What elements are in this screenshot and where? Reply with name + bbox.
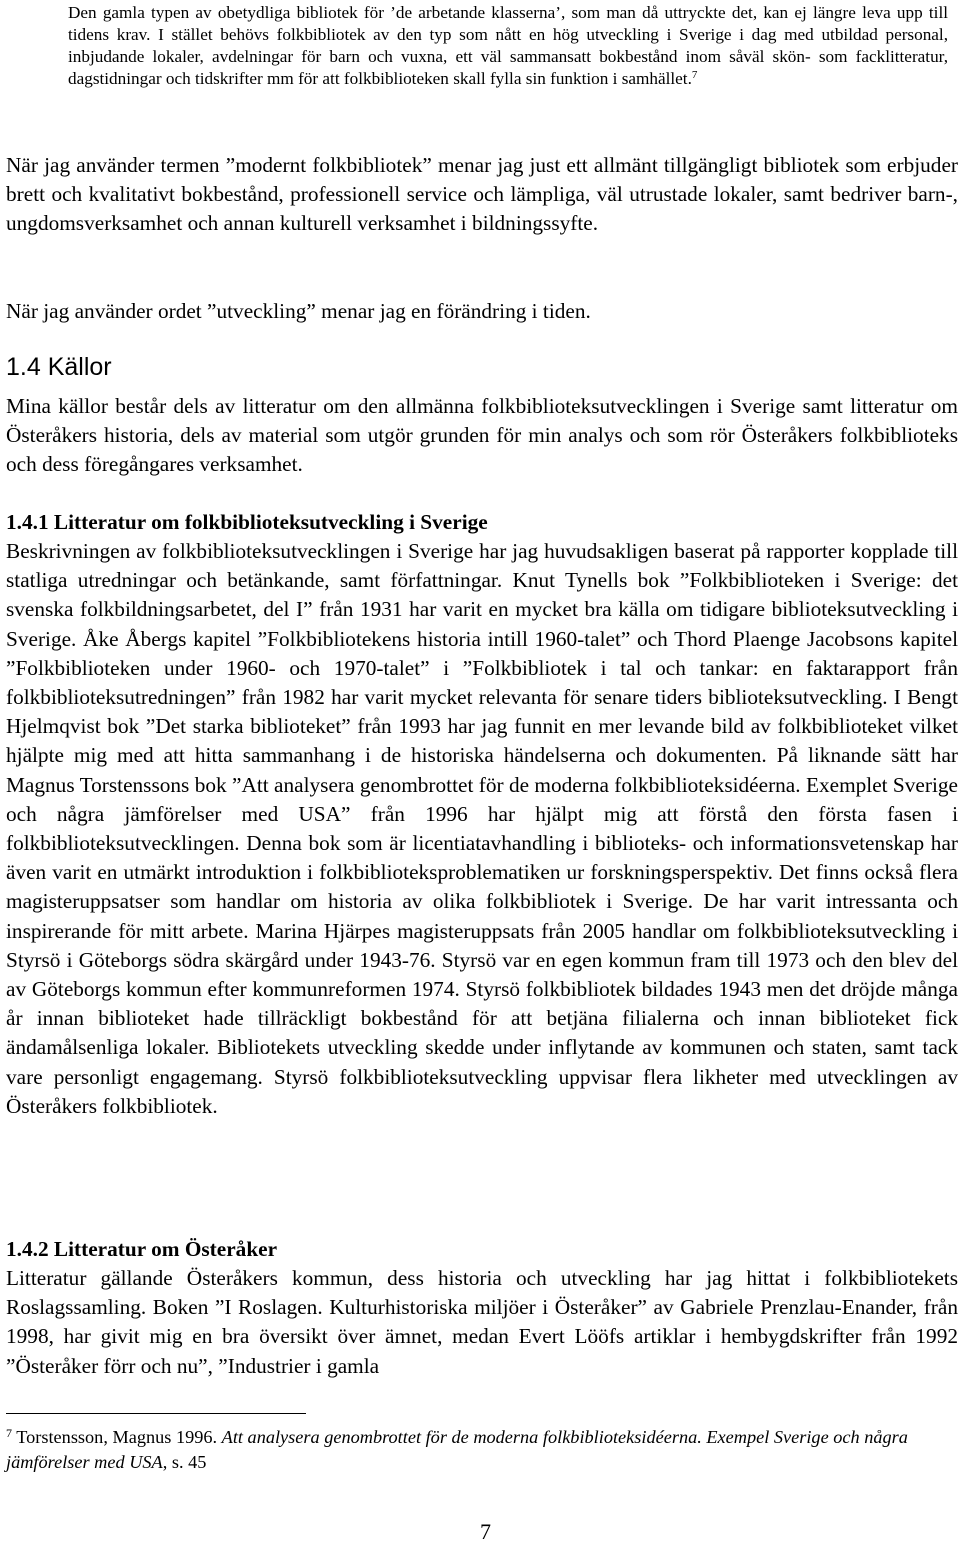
- footnote-number: 7: [6, 1426, 12, 1440]
- footnote-separator: [6, 1413, 306, 1414]
- footnote: [6, 1425, 958, 1474]
- section-body-1-4-2: Litteratur gällande Österåkers kommun, dess historia och utveckling har jag hittat i folkbibliotekets Roslagssamling. Boken ”I Roslagen. Kulturhistoriska miljöer i Österåker” av Gabriele Prenzlau-Enander, från 1998, har givit mig en bra översikt över ämnet, medan Evert Lööfs artiklar i hembygdskrifter från 1992 ”Österåker förr och nu”, ”Industrier i gamla: [6, 1266, 958, 1378]
- section-body-1-4-1: Beskrivningen av folkbiblioteksutvecklingen i Sverige har jag huvudsakligen baserat på rapporter kopplade till statliga utredningar och betänkande, samt författningar. Knut Tynells bok ”Folkbiblioteken i Sverige: det svenska folkbildningsarbetet, del I” från 1931 har varit en mycket bra källa om tidigare biblioteksutveckling i Sverige. Åke Åbergs kapitel ”Folkbibliotekens historia intill 1960-talet” och Thord Plaenge Jacobsons kapitel ”Folkbiblioteken under 1960- och 1970-talet” i ”Folkbibliotek i tal och tankar: en faktarapport från folkbiblioteksutredningen” från 1982 har varit mycket relevanta för senare tiders biblioteksutveckling. I Bengt Hjelmqvist bok ”Det starka biblioteket” från 1993 har jag funnit en mer levande bild av folkbiblioteket vilket hjälpte mig med att hitta sammanhang i de historiska händelserna och dokumenten. På liknande sätt har Magnus Torstenssons bok ”Att analysera genombrottet för de moderna folkbiblioteksidéerna. Exemplet Sverige och några jämförelser med USA” från 1996 har hjälpt mig att förstå den första fasen i folkbiblioteksutvecklingen. Denna bok som är licentiatavhandling i biblioteks- och informationsvetenskap har även varit en utmärkt introduktion i folkbiblioteksproblematiken ur forskningsperspektiv. Det finns också flera magisteruppsatser som handlar om historia av olika folkbibliotek i Sverige. De har varit intressanta och inspirerande för mitt arbete. Marina Hjärpes magisteruppsats från 2005 handlar om folkbiblioteksutveckling i Styrsö i Göteborgs södra skärgård under 1943-76. Styrsö var en egen kommun fram till 1973 och den blev del av Göteborgs kommun efter kommunreformen 1974. Styrsö folkbibliotek bildades 1943 men det dröjde många år innan biblioteket hade tillräckligt bokbestånd för att betjäna filialerna och innan biblioteket fick ändamålsenliga lokaler. Bibliotekets utveckling skedde under inflytande av kommunen och staten, samt tack vare personligt engagemang. Styrsö folkbiblioteksutveckling uppvisar flera likheter med utvecklingen av Österåkers folkbibliotek.: [6, 539, 958, 1118]
- section-body-1-4: Mina källor består dels av litteratur om den allmänna folkbiblioteksutvecklingen i Sverige samt litteratur om Österåkers historia, dels av material som utgör grunden för min analys och som rör Österåkers folkbiblioteks och dess föregångares verksamhet.: [6, 394, 958, 477]
- definition-utveckling: När jag använder ordet ”utveckling” menar jag en förändring i tiden.: [6, 299, 591, 323]
- section-heading-1-4-1: 1.4.1 Litteratur om folkbiblioteksutveckling i Sverige: [6, 510, 488, 534]
- quote-text: Den gamla typen av obetydliga bibliotek för ’de arbetande klasserna’, som man då uttryckte det, kan ej längre leva upp till tidens krav. I stället behövs folkbibliotek av den typ som nått en hög utveckling i Sverige i dag med utbildad personal, inbjudande lokaler, avdelningar för barn och vuxna, ett väl sammansatt bokbestånd inom såväl skön- som facklitteratur, dagstidningar och tidskrifter mm för att folkbiblioteken skall fylla sin funktion i samhället.: [68, 3, 948, 88]
- footnote-author: Torstensson, Magnus 1996.: [16, 1427, 218, 1447]
- section-heading-1-4-2: 1.4.2 Litteratur om Österåker: [6, 1237, 278, 1261]
- page-number: 7: [480, 1519, 491, 1544]
- block-quote: [68, 2, 948, 90]
- section-heading-1-4: 1.4 Källor: [6, 353, 112, 381]
- footnote-title: Att analysera genombrottet för de moderna folkbiblioteksidéerna. Exempel Sverige och några jämförelser med USA: [6, 1427, 908, 1472]
- footnote-reference[interactable]: 7: [691, 69, 698, 81]
- definition-modernt-folkbibliotek: När jag använder termen ”modernt folkbibliotek” menar jag just ett allmänt tillgängligt bibliotek som erbjuder brett och kvalitativt bokbestånd, professionell service och lämpliga, väl utrustade lokaler, samt bedriver barn-, ungdomsverksamhet och annan kulturell verksamhet i bildningssyfte.: [6, 153, 958, 236]
- footnote-pages: , s. 45: [162, 1451, 207, 1472]
